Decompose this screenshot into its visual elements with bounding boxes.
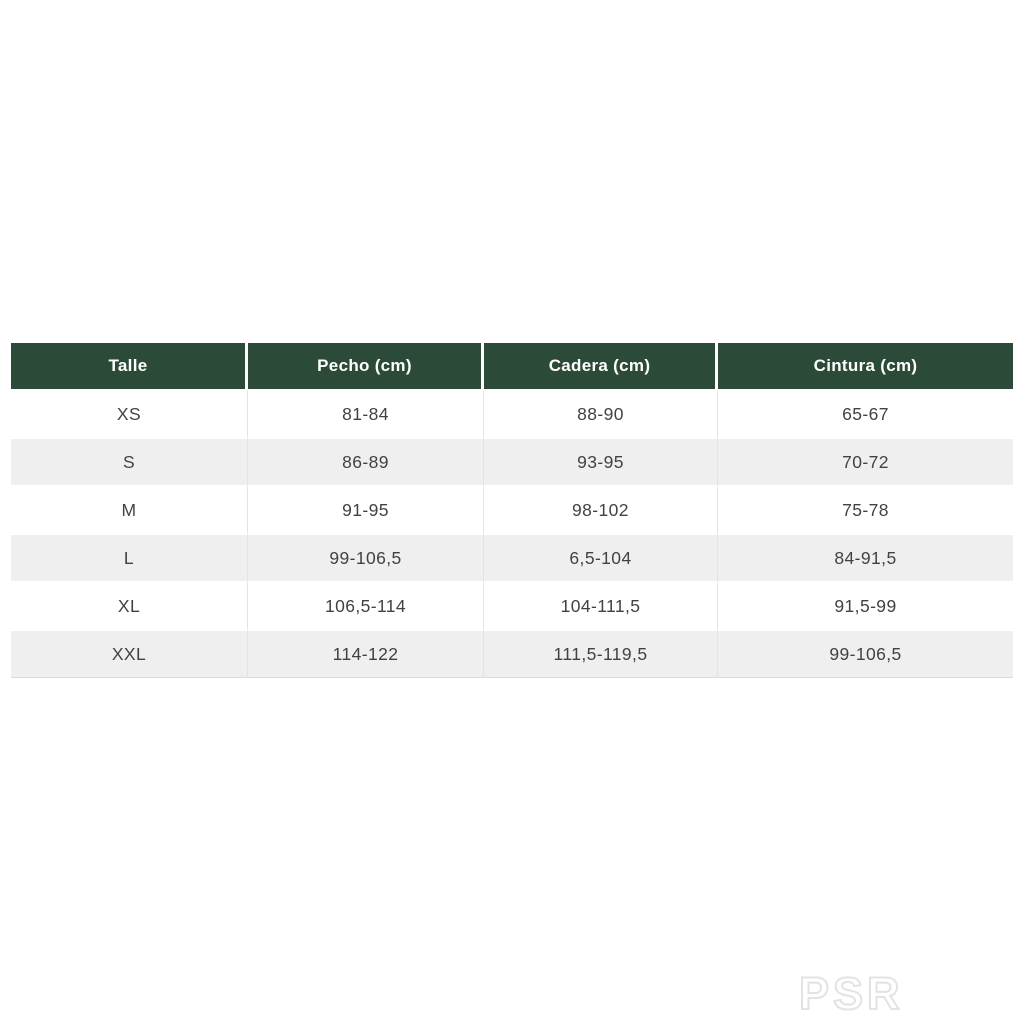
cell-pecho: 99-106,5 [248,533,484,581]
cell-cintura: 99-106,5 [718,629,1013,678]
psr-watermark: PSR [799,968,904,1019]
column-header-cintura: Cintura (cm) [718,343,1013,389]
cell-talle: XXL [11,629,248,678]
cell-pecho: 91-95 [248,485,484,533]
cell-cadera: 6,5-104 [484,533,718,581]
cell-talle: L [11,533,248,581]
table-row-xl [11,581,1013,629]
cell-talle: XL [11,581,248,629]
column-header-cadera: Cadera (cm) [484,343,718,389]
cell-cintura: 75-78 [718,485,1013,533]
table-row-m [11,485,1013,533]
table-row-s [11,437,1013,485]
cell-pecho: 86-89 [248,437,484,485]
size-chart-header-row [11,343,1013,389]
size-chart-table [11,343,1013,678]
column-header-pecho: Pecho (cm) [248,343,484,389]
cell-pecho: 106,5-114 [248,581,484,629]
table-row-xs [11,389,1013,437]
column-header-talle: Talle [11,343,248,389]
table-row-l [11,533,1013,581]
cell-talle: S [11,437,248,485]
cell-cadera: 104-111,5 [484,581,718,629]
cell-cadera: 88-90 [484,389,718,437]
cell-cadera: 98-102 [484,485,718,533]
cell-pecho: 114-122 [248,629,484,678]
cell-cadera: 111,5-119,5 [484,629,718,678]
table-row-xxl [11,629,1013,678]
cell-cintura: 84-91,5 [718,533,1013,581]
cell-cadera: 93-95 [484,437,718,485]
cell-pecho: 81-84 [248,389,484,437]
cell-cintura: 65-67 [718,389,1013,437]
cell-cintura: 91,5-99 [718,581,1013,629]
cell-talle: M [11,485,248,533]
cell-talle: XS [11,389,248,437]
cell-cintura: 70-72 [718,437,1013,485]
size-chart [11,343,1013,678]
